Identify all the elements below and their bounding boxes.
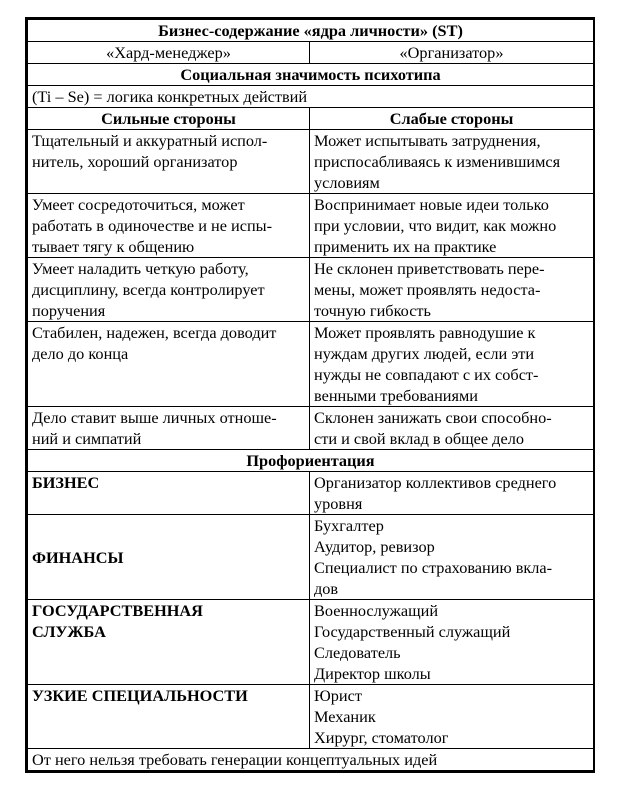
cell-line: Тщательный и аккуратный испол- xyxy=(32,131,268,150)
strong-cell xyxy=(28,258,310,322)
career-job: Военнослужащий xyxy=(314,601,439,620)
strong-cell xyxy=(28,322,310,407)
career-area-line: ФИНАНСЫ xyxy=(32,547,124,567)
cell-line: тывает тягу к общению xyxy=(32,237,195,256)
career-job: Следователь xyxy=(314,643,401,662)
cell-line: Склонен занижать свои способно- xyxy=(314,408,552,427)
cell-line: дисциплину, всегда контролирует xyxy=(32,280,265,299)
psychotype-table-frame xyxy=(25,17,595,773)
career-row xyxy=(28,515,594,600)
cell-line: Воспринимает новые идеи только xyxy=(314,195,549,214)
career-row xyxy=(28,600,594,685)
career-job: дов xyxy=(314,579,339,598)
cell-line: венными требованиями xyxy=(314,386,479,405)
career-area xyxy=(28,600,310,685)
career-jobs xyxy=(310,515,594,600)
table-title: Бизнес-содержание «ядра личности» (ST) xyxy=(28,20,594,42)
cell-line: сти и свой вклад в общее дело xyxy=(314,429,524,448)
career-job: Организатор коллективов среднего xyxy=(314,473,557,492)
cell-line: работать в одиночестве и не испы- xyxy=(32,216,273,235)
career-job: Бухгалтер xyxy=(314,516,384,535)
table-row xyxy=(28,130,594,194)
weak-cell xyxy=(310,322,594,407)
cell-line: Стабилен, надежен, всегда доводит xyxy=(32,323,277,342)
career-area-line: ГОСУДАРСТВЕННАЯ xyxy=(32,601,203,620)
career-job: уровня xyxy=(314,494,363,513)
logic-row xyxy=(28,86,594,108)
career-row xyxy=(28,685,594,749)
columns-header-row xyxy=(28,108,594,130)
table-row xyxy=(28,258,594,322)
career-area-line: БИЗНЕС xyxy=(32,473,100,492)
cell-line: Умеет сосредоточиться, может xyxy=(32,195,245,214)
name-right: «Организатор» xyxy=(310,42,594,64)
social-section-row xyxy=(28,64,594,86)
strong-cell xyxy=(28,407,310,450)
career-jobs xyxy=(310,685,594,749)
strong-cell xyxy=(28,130,310,194)
social-section-heading: Социальная значимость психотипа xyxy=(28,64,594,86)
cell-line: нуждам других людей, если эти xyxy=(314,344,535,363)
name-left: «Хард-менеджер» xyxy=(28,42,310,64)
weak-cell xyxy=(310,194,594,258)
cell-line: Может проявлять равнодушие к xyxy=(314,323,536,342)
career-job: Юрист xyxy=(314,686,362,705)
weak-header: Слабые стороны xyxy=(310,108,594,130)
career-area xyxy=(28,472,310,515)
weak-cell xyxy=(310,258,594,322)
career-area xyxy=(28,515,310,600)
table-row xyxy=(28,322,594,407)
career-job: Специалист по страхованию вкла- xyxy=(314,558,553,577)
strong-cell xyxy=(28,194,310,258)
cell-line: нужды не совпадают с их собст- xyxy=(314,365,539,384)
table-row xyxy=(28,407,594,450)
table-row xyxy=(28,194,594,258)
career-jobs xyxy=(310,472,594,515)
cell-line: применить их на практике xyxy=(314,237,497,256)
logic-line: (Ti – Se) = логика конкретных действий xyxy=(28,86,594,108)
cell-line: мены, может проявлять недоста- xyxy=(314,280,541,299)
cell-line: Дело ставит выше личных отноше- xyxy=(32,408,277,427)
weak-cell xyxy=(310,407,594,450)
psychotype-table xyxy=(27,19,594,771)
cell-line: поручения xyxy=(32,301,106,320)
cell-line: при условии, что видит, как можно xyxy=(314,216,557,235)
cell-line: условиям xyxy=(314,173,380,192)
career-job: Директор школы xyxy=(314,664,431,683)
career-row xyxy=(28,472,594,515)
footer-note: От него нельзя требовать генерации концептуальных идей xyxy=(28,749,594,771)
cell-line: ний и симпатий xyxy=(32,429,142,448)
career-job: Хирург, стоматолог xyxy=(314,728,449,747)
cell-line: точную гибкость xyxy=(314,301,431,320)
career-area-line: СЛУЖБА xyxy=(32,622,106,641)
title-row xyxy=(28,20,594,42)
cell-line: дело до конца xyxy=(32,344,129,363)
cell-line: Умеет наладить четкую работу, xyxy=(32,259,249,278)
career-section-heading: Профориентация xyxy=(28,450,594,472)
career-jobs xyxy=(310,600,594,685)
cell-line: Может испытывать затруднения, xyxy=(314,131,541,150)
career-job: Механик xyxy=(314,707,376,726)
cell-line: нитель, хороший организатор xyxy=(32,152,238,171)
strong-header: Сильные стороны xyxy=(28,108,310,130)
career-area xyxy=(28,685,310,749)
names-row xyxy=(28,42,594,64)
cell-line: Не склонен приветствовать пере- xyxy=(314,259,545,278)
career-job: Аудитор, ревизор xyxy=(314,537,435,556)
career-job: Государственный служащий xyxy=(314,622,511,641)
cell-line: приспосабливаясь к изменившимся xyxy=(314,152,561,171)
career-section-row xyxy=(28,450,594,472)
weak-cell xyxy=(310,130,594,194)
career-area-line: УЗКИЕ СПЕЦИАЛЬНОСТИ xyxy=(32,686,248,705)
footer-row xyxy=(28,749,594,771)
